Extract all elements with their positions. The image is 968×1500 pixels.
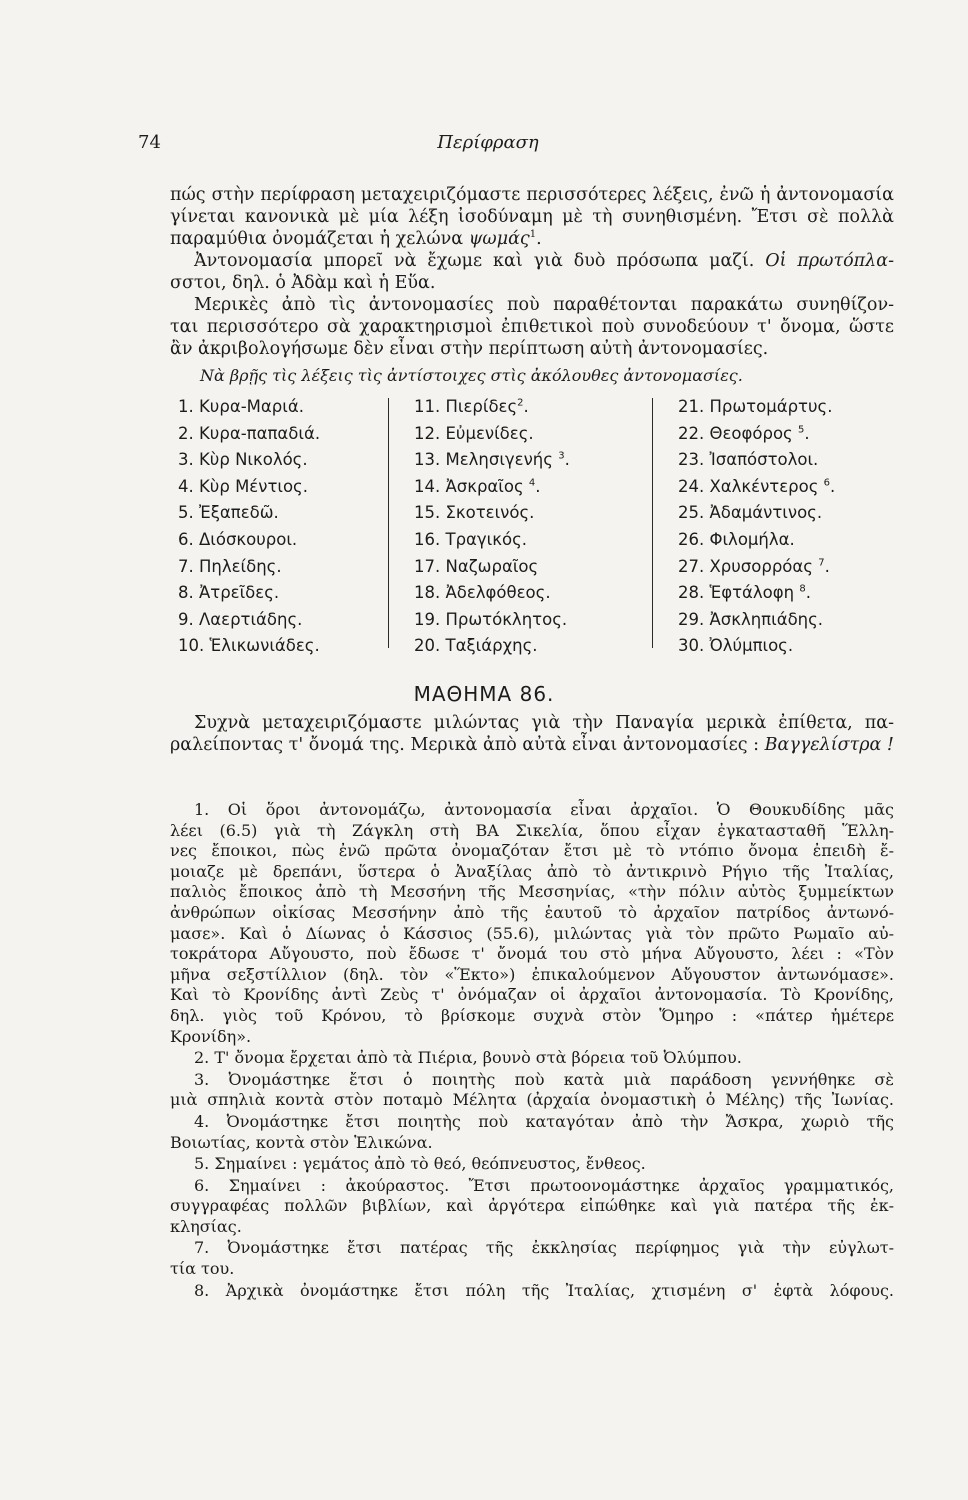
list-column-3	[678, 394, 835, 660]
list-item: 8. Ἀτρεῖδες.	[178, 583, 280, 603]
intro-paragraphs	[170, 184, 894, 360]
list-item: 5. Ἐξαπεδῶ.	[178, 503, 279, 523]
list-item: 17. Ναζωραῖος	[414, 556, 539, 576]
footnote-line: 4. Ὀνομάστηκε ἔτσι ποιητὴς ποὺ καταγόταν ἀπὸ τὴν Ἄσκρα, χωριὸ τῆς	[194, 1111, 894, 1131]
footnote-line: μοιαζε μὲ δρεπάνι, ὕστερα ὁ Ἀναξίλας ἀπὸ τὸ ἀντικρινὸ Ρήγιο τῆς Ἰταλίας,	[170, 861, 894, 881]
intro-line: Ἀντονομασία μπορεῖ νὰ ἔχωμε καὶ γιὰ δυὸ πρόσωπα μαζί. Οἱ πρωτόπλα-	[194, 251, 894, 271]
footnotes	[170, 800, 894, 1301]
italic-term: Οἱ πρωτόπλα-	[765, 251, 894, 271]
list-item: 13. Μελησιγενής $^3$.	[414, 450, 570, 470]
intro-line: ται περισσότερο σὰ χαρακτηρισμοὶ ἐπιθετικοὶ ποὺ συνοδεύουν τ' ὄνομα, ὥστε	[170, 317, 894, 337]
list-item: 10. Ἑλικωνιάδες.	[178, 636, 320, 656]
page-number: 74	[138, 132, 161, 153]
list-item: 30. Ὀλύμπιος.	[678, 636, 794, 656]
footnote-line: λέει (6.5) γιὰ τὴ Ζάγκλη στὴ ΒΑ Σικελία, ὅπου εἶχαν ἐγκατασταθῆ Ἕλλη-	[170, 820, 894, 840]
list-item: 23. Ἰσαπόστολοι.	[678, 450, 819, 470]
footnote-line: Βοιωτίας, κοντὰ στὸν Ἑλικώνα.	[170, 1132, 433, 1152]
intro-line: γίνεται κανονικὰ μὲ μία λέξη ἰσοδύναμη μὲ τὴ συνηθισμένη. Ἔτσι σὲ πολλὰ	[170, 207, 894, 227]
column-divider	[388, 398, 389, 648]
list-item: 7. Πηλείδης.	[178, 556, 282, 576]
list-item: 27. Χρυσορρόας $^7$.	[678, 556, 830, 576]
list-item: 3. Κὺρ Νικολός.	[178, 450, 308, 470]
list-column-1	[178, 394, 320, 660]
footnote-line: Καὶ τὸ Κρονίδης ἀντὶ Ζεὺς τ' ὀνόμαζαν οἱ ἀρχαῖοι ἀντονομασία. Τὸ Κρονίδης,	[170, 985, 894, 1005]
lesson-paragraph	[170, 712, 894, 756]
intro-line: ἂν ἀκριβολογήσωμε δὲν εἶναι στὴν περίπτωση αὐτὴ ἀντονομασίες.	[170, 339, 769, 359]
running-title: Περίφραση	[437, 132, 539, 153]
column-divider	[652, 398, 653, 648]
footnote-line: μιὰ σπηλιὰ κοντὰ στὸν ποταμὸ Μέλητα (ἀρχαία ὀνομαστικὴ ὁ Μέλης) τῆς Ἰωνίας.	[170, 1090, 894, 1110]
exercise-instruction: Νὰ βρῇς τὶς λέξεις τὶς ἀντίστοιχες στὶς ἀκόλουθες ἀντονομασίες.	[200, 366, 743, 385]
list-item: 11. Πιερίδες$^2$.	[414, 397, 529, 416]
intro-line: Μερικὲς ἀπὸ τὶς ἀντονομασίες ποὺ παραθέτονται παρακάτω συνηθίζον-	[194, 295, 894, 315]
list-item: 14. Ἀσκραῖος $^4$.	[414, 476, 541, 496]
italic-term: ψωμάς	[468, 229, 530, 249]
list-item: 12. Εὐμενίδες.	[414, 423, 534, 443]
list-item: 25. Ἀδαμάντινος.	[678, 503, 823, 523]
footnote-line: 7. Ὀνομάστηκε ἔτσι πατέρας τῆς ἐκκλησίας περίφημος γιὰ τὴν εὐγλωτ-	[194, 1238, 894, 1258]
footnote-line: 2. Τ' ὄνομα ἔρχεται ἀπὸ τὰ Πιέρια, βουνὸ στὰ βόρεια τοῦ Ὀλύμπου.	[194, 1048, 742, 1068]
list-item: 26. Φιλομήλα.	[678, 529, 795, 549]
list-item: 15. Σκοτεινός.	[414, 503, 535, 523]
list-item: 29. Ἀσκληπιάδης.	[678, 609, 824, 629]
list-item: 21. Πρωτομάρτυς.	[678, 397, 833, 416]
intro-line: παραμύθια ὀνομάζεται ἡ χελώνα ψωμάς$^1$.	[170, 229, 542, 249]
intro-line: σστοι, δηλ. ὁ Ἀδὰμ καὶ ἡ Εὕα.	[170, 273, 436, 293]
footnote-line: 1. Οἱ ὅροι ἀντονομάζω, ἀντονομασία εἶναι ἀρχαῖοι. Ὁ Θουκυδίδης μᾶς	[194, 800, 894, 819]
list-item: 16. Τραγικός.	[414, 529, 528, 549]
list-item: 24. Χαλκέντερος $^6$.	[678, 476, 836, 496]
footnote-line: 6. Σημαίνει : ἀκούραστος. Ἔτσι πρωτοονομάστηκε ἀρχαῖος γραμματικός,	[194, 1175, 894, 1195]
footnote-line: 5. Σημαίνει : γεμάτος ἀπὸ τὸ θεό, θεόπνευστος, ἔνθεος.	[194, 1154, 646, 1174]
footnote-line: παλιὸς ἔποικος ἀπὸ τὴ Μεσσήνη τῆς Μεσσηνίας, «τὴν πόλιν αὐτὸς ξυμμείκτων	[170, 882, 894, 902]
list-column-2	[414, 394, 570, 660]
list-item: 2. Κυρα-παπαδιά.	[178, 423, 321, 443]
footnote-line: μῆνα σεξστίλλιον (δηλ. τὸν «Ἕκτο») ἐπικαλούμενον Αὔγουστον ἀντωνόμασε».	[170, 964, 894, 984]
lesson-line: Συχνὰ μεταχειριζόμαστε μιλώντας γιὰ τὴν Παναγία μερικὰ ἐπίθετα, πα-	[194, 713, 894, 733]
list-item: 18. Ἀδελφόθεος.	[414, 583, 551, 603]
footnote-line: 8. Ἀρχικὰ ὀνομάστηκε ἔτσι πόλη τῆς Ἰταλίας, χτισμένη σ' ἑφτὰ λόφους.	[194, 1280, 894, 1300]
footnote-line: Κρονίδη».	[170, 1026, 252, 1046]
lesson-line: ραλείποντας τ' ὄνομά της. Μερικὰ ἀπὸ αὐτὰ εἶναι ἀντονομασίες : Βαγγελίστρα !	[170, 735, 894, 755]
intro-line: πώς στὴν περίφραση μεταχειριζόμαστε περισσότερες λέξεις, ἐνῶ ἡ ἀντονομασία	[170, 185, 894, 205]
footnote-line: συγγραφέας πολλῶν βιβλίων, καὶ ἀργότερα εἰπώθηκε καὶ γιὰ πατέρα τῆς ἐκ-	[170, 1196, 894, 1216]
list-item: 9. Λαερτιάδης.	[178, 609, 303, 629]
list-item: 28. Ἑφτάλοφη $^8$.	[678, 583, 811, 603]
lesson-heading: ΜΑΘΗΜΑ 86.	[413, 682, 555, 706]
page-header	[138, 132, 838, 158]
list-item: 6. Διόσκουροι.	[178, 529, 298, 549]
list-item: 22. Θεοφόρος $^5$.	[678, 423, 810, 443]
list-item: 1. Κυρα-Μαριά.	[178, 397, 304, 416]
list-item: 20. Ταξιάρχης.	[414, 636, 538, 656]
footnote-line: ἀνθρώπων οἰκίσας Μεσσήνην ἀπὸ τῆς ἑαυτοῦ τὸ ἀρχαῖον πατρίδος ἀντωνό-	[170, 902, 894, 922]
footnote-line: δηλ. γιὸς τοῦ Κρόνου, τὸ βρίσκομε συχνὰ στὸν Ὅμηρο : «πάτερ ἡμέτερε	[170, 1005, 894, 1025]
list-item: 19. Πρωτόκλητος.	[414, 609, 568, 629]
italic-term: Βαγγελίστρα !	[764, 735, 894, 755]
footnote-line: νες ἔποικοι, πὼς ἐνῶ πρῶτα ὀνομαζόταν ἔτσι μὲ τὸ ντόπιο ὄνομα ἐπειδὴ ἔ-	[170, 841, 894, 861]
footnote-line: 3. Ὀνομάστηκε ἔτσι ὁ ποιητὴς ποὺ κατὰ μιὰ παράδοση γεννήθηκε σὲ	[194, 1069, 894, 1089]
footnote-line: τία του.	[170, 1259, 235, 1279]
footnote-line: τοκράτορα Αὔγουστο, ποὺ ἔδωσε τ' ὄνομά του στὸ μήνα Αὔγουστο, λέει : «Τὸν	[170, 944, 894, 964]
list-item: 4. Κὺρ Μέντιος.	[178, 476, 308, 496]
footnote-line: κλησίας.	[170, 1216, 242, 1236]
footnote-line: μασε». Καὶ ὁ Δίωνας ὁ Κάσσιος (55.6), μιλώντας γιὰ τὸν πρῶτο Ρωμαῖο αὐ-	[170, 923, 894, 943]
